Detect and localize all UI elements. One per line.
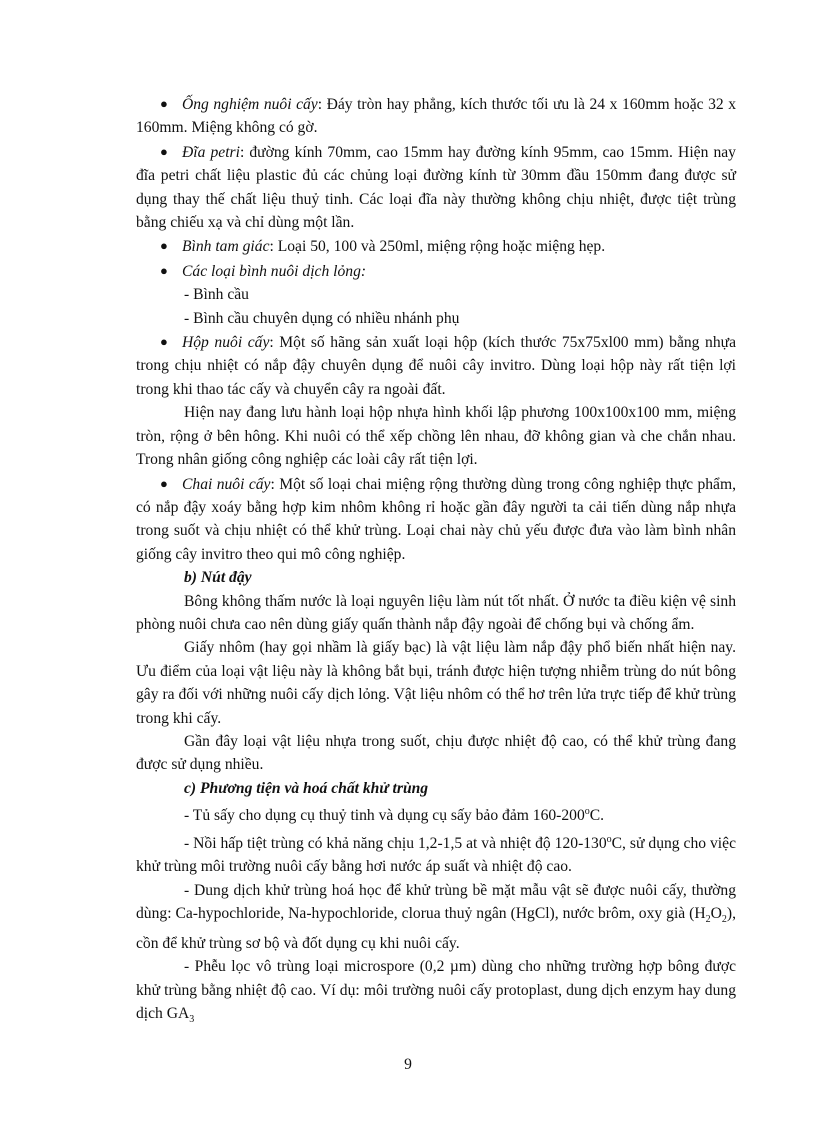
bullet-icon: ● xyxy=(160,475,168,491)
text-run: O xyxy=(710,905,722,923)
item-text: : Loại 50, 100 và 250ml, miệng rộng hoặc miệng hẹp. xyxy=(269,238,606,256)
paragraph: Bông không thấm nước là loại nguyên liệu làm nút tốt nhất. Ở nước ta điều kiện vệ sinh phòng nuôi chưa cao nên dùng giấy quấn thành nắp đậy ngoài để chống bụi và chống ẩm. xyxy=(136,592,736,633)
text-run: ), cồn để khử trùng sơ bộ và đốt dụng cụ khi nuôi cấy. xyxy=(136,905,736,952)
text-run: - Tủ sấy cho dụng cụ thuỷ tinh và dụng cụ sấy bảo đảm 160-200 xyxy=(184,807,585,825)
bullet-icon: ● xyxy=(160,143,168,159)
paragraph xyxy=(136,828,736,879)
bullet-icon: ● xyxy=(160,334,168,350)
sub-item: - Bình cầu chuyên dụng có nhiều nhánh phụ xyxy=(184,309,460,327)
paragraph: Giấy nhôm (hay gọi nhầm là giấy bạc) là vật liệu làm nắp đậy phổ biến nhất hiện nay. Ưu điểm của loại vật liệu này là không bắt bụi, tránh được hiện tượng nhiễm trùng do nút bông gây ra đối với những nuôi cấy dịch lỏng. Vật liệu nhôm có thể hơ trên lửa trực tiếp để khử trùng trong khi cấy. xyxy=(136,639,736,727)
item-text: : đường kính 70mm, cao 15mm hay đường kính 95mm, cao 15mm. Hiện nay đĩa petri chất liệu plastic đủ các chủng loại đường kính từ 30mm đầu 150mm đang được sử dụng thay thế chất liệu thuỷ tinh. Các loại đĩa này thường không chịu nhiệt, được tiệt trùng bằng chiếu xạ và chỉ dùng một lần. xyxy=(136,143,736,232)
item-text: : Một số loại chai miệng rộng thường dùng trong công nghiệp thực phẩm, có nắp đậy xoáy bằng hợp kim nhôm không rỉ hoặc gần đây người ta cải tiến dùng nắp nhựa trong suốt và chịu nhiệt có thể khử trùng. Loại chai này chủ yếu được đưa vào làm bình nhân giống cây invitro theo qui mô công nghiệp. xyxy=(136,475,736,563)
item-text: : Đáy tròn hay phẳng, kích thước tối ưu là 24 x 160mm hoặc 32 x 160mm. Miệng không có gờ. xyxy=(136,96,737,137)
list-item xyxy=(136,92,736,140)
item-text: : Một số hãng sản xuất loại hộp (kích thước 75x75xl00 mm) bằng nhựa trong chịu nhiệt có nắp đậy chuyên dụng để nuôi cây invitro. Dùng loại hộp này rất tiện lợi trong khi thao tác cấy và chuyển cây ra ngoài đất. xyxy=(136,334,736,398)
paragraph xyxy=(136,800,736,828)
list-item xyxy=(136,330,736,401)
item-term: Các loại bình nuôi dịch lỏng xyxy=(182,262,361,280)
bullet-icon: ● xyxy=(160,238,168,254)
list-item xyxy=(136,259,736,283)
paragraph xyxy=(136,955,736,1031)
list-item xyxy=(136,140,736,235)
item-term: Đĩa petri xyxy=(182,143,240,161)
text-run: C. xyxy=(589,807,605,825)
section-heading: c) Phương tiện và hoá chất khử trùng xyxy=(184,779,429,797)
bullet-icon: ● xyxy=(160,262,168,278)
page-number: 9 xyxy=(404,1056,412,1073)
document-body xyxy=(136,92,736,1031)
paragraph: Gần đây loại vật liệu nhựa trong suốt, chịu được nhiệt độ cao, có thể khử trùng đang được sử dụng nhiều. xyxy=(136,732,736,774)
text-run: - Dung dịch khử trùng hoá học để khử trùng bề mặt mẫu vật sẽ được nuôi cấy, thường dùng: Ca-hypochloride, Na-hypochloride, clorua thuỷ ngân (HgCl), nước brôm, oxy già (H xyxy=(136,881,736,923)
sub-item: - Bình cầu xyxy=(184,286,249,304)
item-term: Chai nuôi cấy xyxy=(182,475,271,493)
section-heading: b) Nút đậy xyxy=(184,569,252,587)
item-term: Ống nghiệm nuôi cấy xyxy=(182,96,318,113)
superscript: o xyxy=(584,806,590,818)
item-term: Hộp nuôi cấy xyxy=(182,334,270,352)
text-run: C, sử dụng cho việc khử trùng môi trường nuôi cấy bằng hơi nước áp suất và nhiệt độ cao. xyxy=(136,834,736,876)
item-text: : xyxy=(360,262,367,280)
text-run: - Phễu lọc vô trùng loại microspore (0,2 µm) dùng cho những trường hợp bông được khử trùng bằng nhiệt độ cao. Ví dụ: môi trường nuôi cấy protoplast, dung dịch enzym hay dung dịch GA xyxy=(136,958,736,1022)
paragraph: Hiện nay đang lưu hành loại hộp nhựa hình khối lập phương 100x100x100 mm, miệng tròn, rộng ở bên hông. Khi nuôi có thể xếp chồng lên nhau, đỡ không gian và che chắn nhau. Trong nhân giống công nghiệp các loài cây rất tiện lợi. xyxy=(136,404,736,469)
superscript: o xyxy=(606,833,612,845)
subscript: 3 xyxy=(189,1014,195,1026)
list-item xyxy=(136,234,736,258)
list-item xyxy=(136,472,736,567)
text-run: - Nồi hấp tiệt trùng có khả năng chịu 1,2-1,5 at và nhiệt độ 120-130 xyxy=(184,834,607,852)
item-term: Bình tam giác xyxy=(182,238,270,256)
bullet-icon: ● xyxy=(160,96,168,111)
subscript: 2 xyxy=(705,914,711,926)
paragraph xyxy=(136,879,736,955)
subscript: 2 xyxy=(721,914,727,926)
